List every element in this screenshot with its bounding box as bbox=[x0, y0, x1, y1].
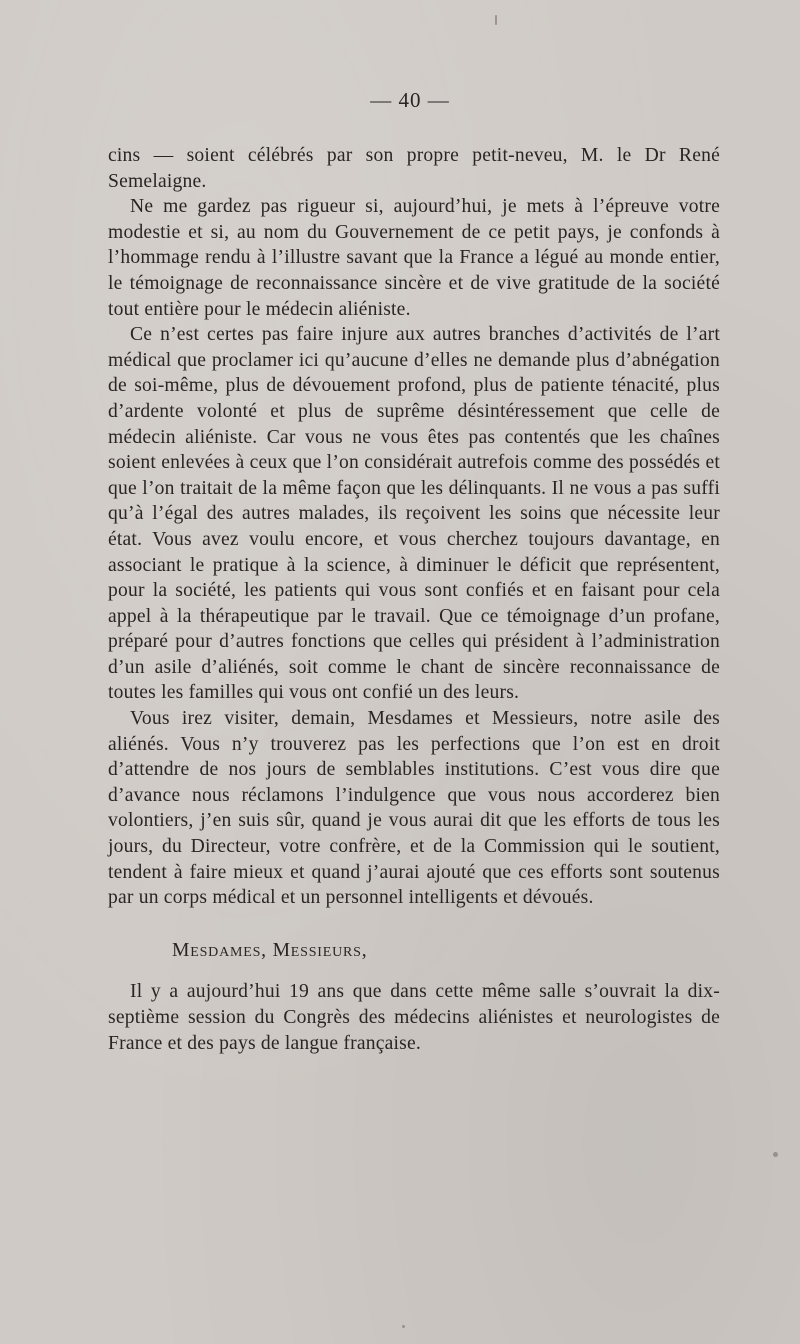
paragraph-hommage: Ne me gardez pas rigueur si, aujourd’hui, je mets à l’épreuve votre modestie et si, au nom du Gouvernement de ce petit pays, je confonds à l’hommage rendu à l’illustre savant que la France a légué au monde entier, le témoignage de reconnaissance sincère et de vive gratitude de la société tout entière pour le médecin aliéniste. bbox=[108, 196, 720, 320]
paper-speck bbox=[402, 1325, 405, 1328]
paper-speck bbox=[773, 1152, 778, 1157]
salutation: Mesdames, Messieurs, bbox=[172, 939, 368, 961]
paragraph-continuation: cins — soient célébrés par son propre petit-neveu, M. le Dr René Semelaigne. bbox=[108, 145, 720, 192]
paragraph-visite-asile: Vous irez visiter, demain, Mesdames et Messieurs, notre asile des aliénés. Vous n’y trouverez pas les perfections que l’on est en droit d’attendre de nos jours de semblables institutions. C’est vous dire que d’avance nous réclamons l’indulgence que vous nous accorderez bien volontiers, j’en suis sûr, quand je vous aurai dit que les efforts de tous les jours, du Directeur, votre confrère, et de la Commission qui le soutient, tendent à faire mieux et quand j’aurai ajouté que ces efforts sont soutenus par un corps médical et un personnel intelligents et dévoués. bbox=[108, 708, 720, 909]
body-text bbox=[108, 143, 720, 1056]
page-number: — 40 — bbox=[370, 88, 450, 112]
paragraph-medecin-alieniste: Ce n’est certes pas faire injure aux autres branches d’activités de l’art médical que proclamer ici qu’aucune d’elles ne demande plus d’abnégation de soi-même, plus de dévouement profond, plus de patiente ténacité, plus d’ardente volonté et plus de suprême désintéressement que celle de médecin aliéniste. Car vous ne vous êtes pas contentés que les chaînes soient enlevées à ceux que l’on considérait autrefois comme des possédés et que l’on traitait de la même façon que les délinquants. Il ne vous a pas suffi qu’à l’égal des autres malades, ils reçoivent les soins que nécessite leur état. Vous avez voulu encore, et vous cherchez toujours davantage, en associant le pratique à la science, à diminuer le déficit que représentent, pour la société, les patients qui vous sont confiés et en faisant pour cela appel à la thérapeutique par le travail. Que ce témoignage d’un profane, préparé pour d’autres fonctions que celles qui président à l’administration d’un asile d’aliénés, soit comme le chant de sincère reconnaissance de toutes les familles qui vous ont confié un des leurs. bbox=[108, 324, 720, 704]
paragraph-congres: Il y a aujourd’hui 19 ans que dans cette même salle s’ouvrait la dix-septième session du Congrès des médecins aliénistes et neurologistes de France et des pays de langue française. bbox=[108, 981, 720, 1054]
paper-speck bbox=[495, 15, 497, 25]
